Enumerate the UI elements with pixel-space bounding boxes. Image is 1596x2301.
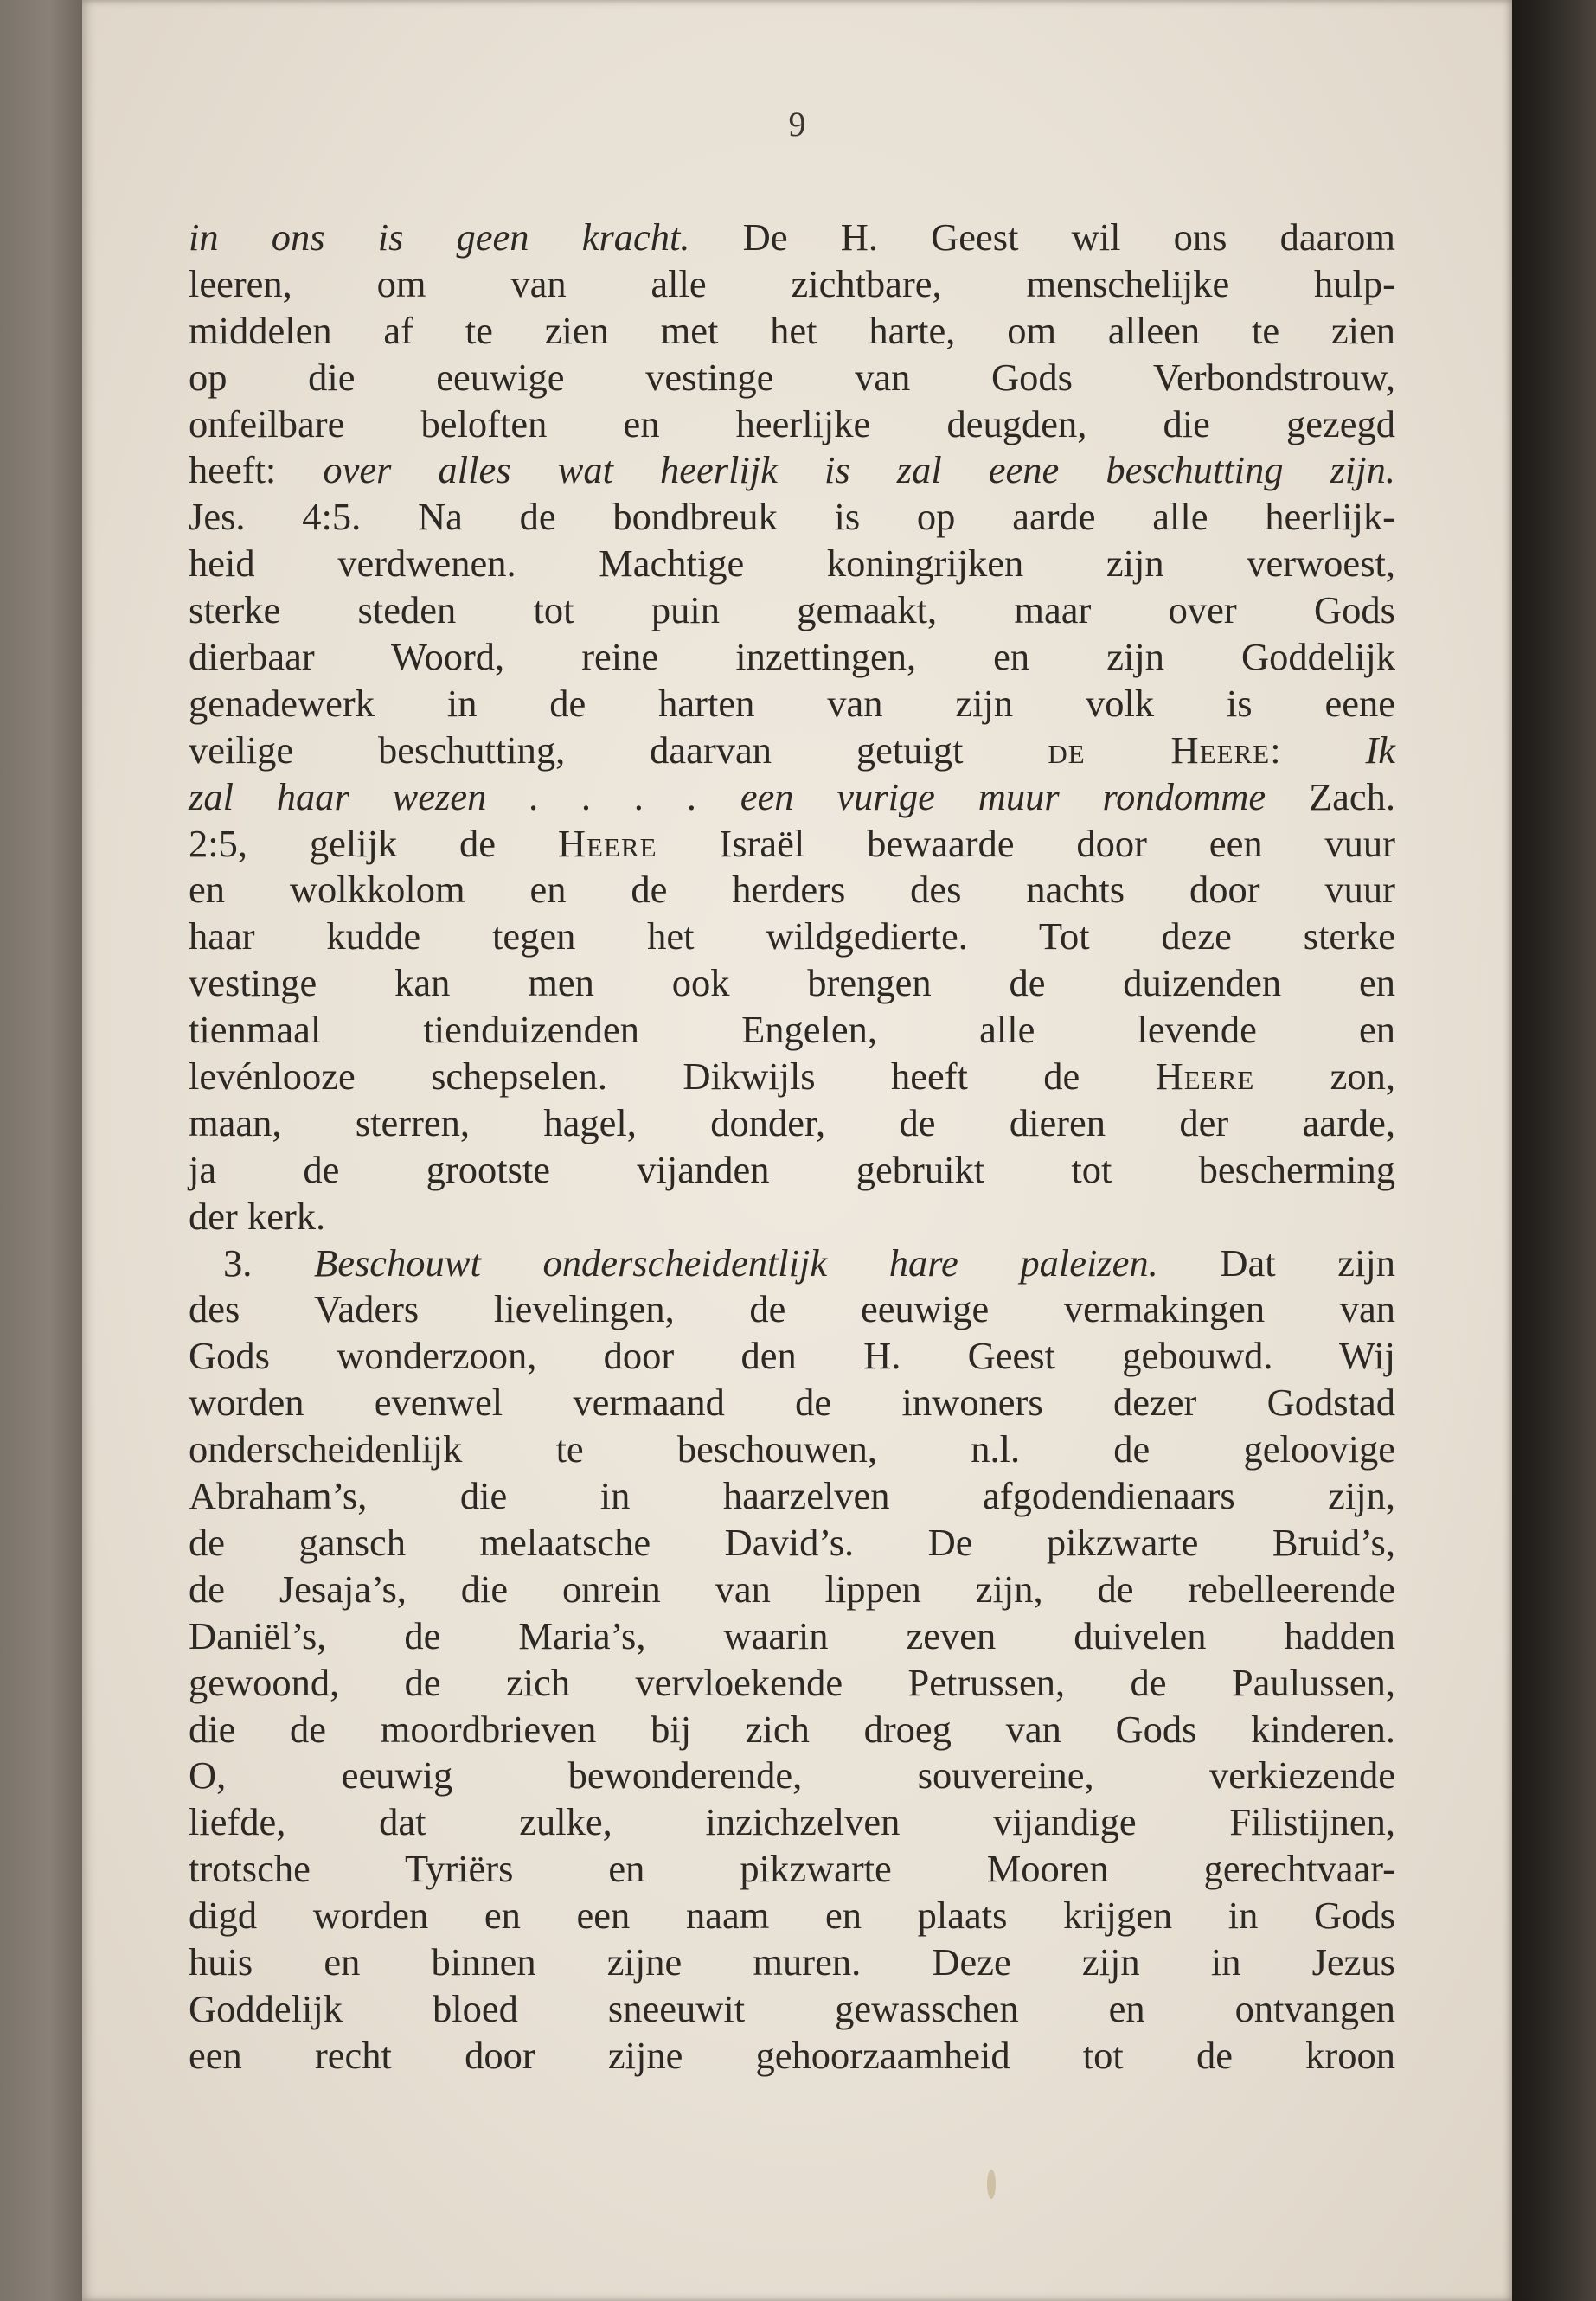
text-line — [189, 1054, 1395, 1100]
text-line — [189, 821, 1395, 868]
text-line — [189, 1380, 1395, 1426]
text-line — [189, 774, 1395, 821]
text-segment: haar kudde tegen het wildgedierte. Tot deze sterke — [189, 914, 1395, 958]
text-line — [189, 727, 1395, 774]
text-segment: op die eeuwige vestinge van Gods Verbondstrouw, — [189, 355, 1395, 399]
text-line — [189, 308, 1395, 355]
text-segment: des Vaders lievelingen, de eeuwige vermakingen van — [189, 1287, 1395, 1331]
text-line — [189, 587, 1395, 634]
body-text — [189, 215, 1395, 2080]
text-segment: : — [1270, 727, 1366, 772]
text-segment: sterke steden tot puin gemaakt, maar over Gods — [189, 588, 1395, 632]
text-segment: middelen af te zien met het harte, om alleen te zien — [189, 308, 1395, 352]
paper-stain — [987, 2170, 996, 2199]
text-line — [189, 2033, 1395, 2080]
text-line — [189, 494, 1395, 541]
text-line — [189, 355, 1395, 401]
text-segment: maan, sterren, hagel, donder, de dieren der aarde, — [189, 1100, 1395, 1144]
text-line — [189, 1426, 1395, 1473]
text-line — [189, 1846, 1395, 1893]
text-segment: onfeilbare beloften en heerlijke deugden, die gezegd — [189, 401, 1395, 445]
italic-text: Ik — [1365, 727, 1396, 772]
text-segment: leeren, om van alle zichtbare, menschelijke hulp- — [189, 261, 1395, 305]
text-line — [189, 1147, 1395, 1194]
text-segment: die de moordbrieven bij zich droeg van Gods kinderen. — [189, 1707, 1395, 1751]
text-segment: onderscheidenlijk te beschouwen, n.l. de geloovige — [189, 1427, 1395, 1471]
italic-text: in ons is geen kracht. — [189, 215, 690, 259]
page-number: 9 — [788, 105, 806, 144]
italic-text: zal haar wezen . . . . een vurige muur rondomme — [189, 774, 1266, 818]
text-line — [189, 541, 1395, 587]
text-segment: Dat zijn — [1157, 1240, 1396, 1285]
small-caps-text: de Heere — [1048, 727, 1271, 772]
text-segment: Daniël’s, de Maria’s, waarin zeven duivelen hadden — [189, 1613, 1395, 1657]
text-line — [189, 1707, 1395, 1753]
text-segment: heeft: — [189, 448, 324, 492]
text-line — [189, 634, 1395, 681]
text-line — [189, 1613, 1395, 1660]
italic-text: Beschouwt onderscheidentlijk hare paleizen. — [314, 1240, 1158, 1285]
text-line — [189, 960, 1395, 1007]
text-segment: der kerk. — [189, 1194, 326, 1238]
text-line — [189, 1660, 1395, 1707]
text-segment: vestinge kan men ook brengen de duizenden en — [189, 961, 1395, 1005]
text-line — [189, 1100, 1395, 1147]
text-segment: ja de grootste vijanden gebruikt tot bescherming — [189, 1147, 1395, 1191]
book-left-edge — [0, 0, 82, 2301]
book-page — [82, 0, 1512, 2301]
text-line — [189, 261, 1395, 308]
text-segment: huis en binnen zijne muren. Deze zijn in Jezus — [189, 1939, 1395, 1984]
text-segment: Israël bewaarde door een vuur — [657, 821, 1395, 865]
text-segment: Goddelijk bloed sneeuwit gewasschen en ontvangen — [189, 1986, 1395, 2030]
text-segment: 2:5, gelijk de — [189, 821, 558, 865]
text-segment: gewoond, de zich vervloekende Petrussen, de Paulussen, — [189, 1660, 1395, 1704]
text-segment: de Jesaja’s, die onrein van lippen zijn, de rebelleerende — [189, 1567, 1395, 1611]
text-segment: en wolkkolom en de herders des nachts door vuur — [189, 868, 1395, 912]
text-segment: worden evenwel vermaand de inwoners dezer Godstad — [189, 1381, 1395, 1425]
text-segment: veilige beschutting, daarvan getuigt — [189, 727, 1048, 772]
text-segment: genadewerk in de harten van zijn volk is eene — [189, 681, 1395, 725]
small-caps-text: Heere — [557, 821, 657, 865]
text-segment: de gansch melaatsche David’s. De pikzwarte Bruid’s, — [189, 1520, 1395, 1564]
text-segment: zon, — [1254, 1054, 1395, 1099]
text-line — [189, 1007, 1395, 1054]
text-segment: liefde, dat zulke, inzichzelven vijandige Filistijnen, — [189, 1800, 1395, 1844]
text-line — [189, 215, 1395, 261]
text-line — [189, 1473, 1395, 1520]
text-segment: Gods wonderzoon, door den H. Geest gebouwd. Wij — [189, 1334, 1395, 1378]
text-segment: tienmaal tienduizenden Engelen, alle levende en — [189, 1008, 1395, 1052]
text-line — [189, 1986, 1395, 2033]
text-line — [189, 1333, 1395, 1380]
text-line — [189, 1567, 1395, 1613]
text-line — [189, 1893, 1395, 1939]
text-line — [189, 867, 1395, 913]
text-line — [189, 1194, 1395, 1240]
text-segment: digd worden en een naam en plaats krijgen in Gods — [189, 1894, 1395, 1938]
text-segment: Jes. 4:5. Na de bondbreuk is op aarde alle heerlijk- — [189, 495, 1395, 539]
text-segment: O, eeuwig bewonderende, souvereine, verkiezende — [189, 1753, 1395, 1798]
text-segment: Zach. — [1266, 774, 1395, 818]
italic-text: over alles wat heerlijk is zal eene beschutting zijn. — [323, 448, 1395, 492]
text-segment: Abraham’s, die in haarzelven afgodendienaars zijn, — [189, 1474, 1395, 1518]
text-line — [189, 913, 1395, 960]
text-line — [189, 1799, 1395, 1846]
small-caps-text: Heere — [1155, 1054, 1255, 1099]
text-line — [189, 1753, 1395, 1799]
text-segment: dierbaar Woord, reine inzettingen, en zijn Goddelijk — [189, 635, 1395, 679]
text-line — [189, 681, 1395, 727]
text-line — [189, 447, 1395, 494]
text-segment: heid verdwenen. Machtige koningrijken zijn verwoest, — [189, 542, 1395, 586]
text-segment: trotsche Tyriërs en pikzwarte Mooren gerechtvaar- — [189, 1847, 1395, 1891]
text-line — [189, 1286, 1395, 1333]
text-segment: levénlooze schepselen. Dikwijls heeft de — [189, 1054, 1156, 1099]
text-segment: een recht door zijne gehoorzaamheid tot de kroon — [189, 2033, 1395, 2077]
text-segment: De H. Geest wil ons daarom — [689, 215, 1396, 259]
text-line — [189, 1939, 1395, 1986]
text-line — [189, 1240, 1395, 1287]
text-segment: 3. — [223, 1240, 315, 1285]
book-right-edge — [1512, 0, 1596, 2301]
text-line — [189, 1520, 1395, 1567]
text-line — [189, 401, 1395, 448]
